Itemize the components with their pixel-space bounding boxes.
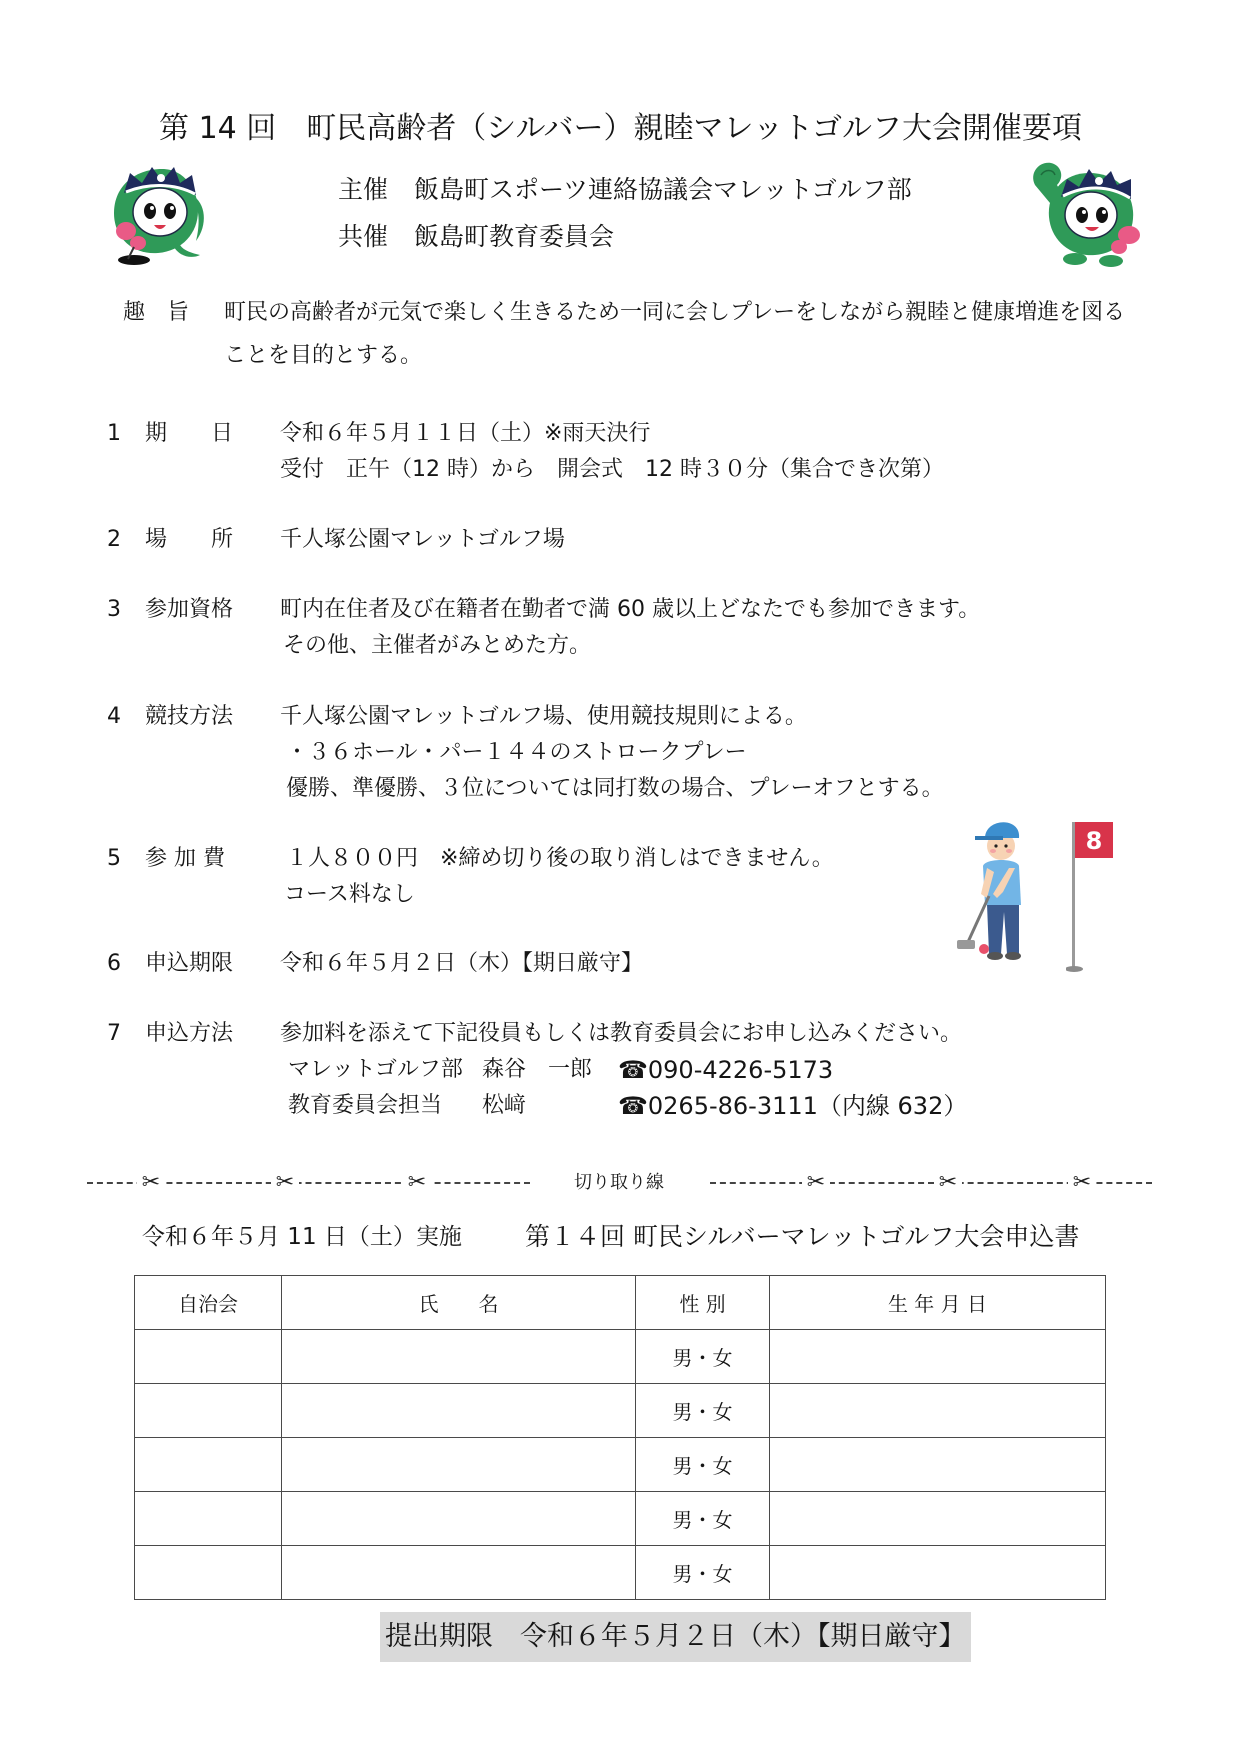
table-row xyxy=(135,1546,1106,1600)
item-label: 参 加 費 xyxy=(145,846,225,871)
item-text: 千人塚公園マレットゴルフ場、使用競技規則による。 xyxy=(280,704,807,729)
item-value xyxy=(280,699,944,807)
birthdate-cell xyxy=(770,1546,1106,1600)
gender-cell: 男・女 xyxy=(636,1384,770,1438)
item-label: 申込方法 xyxy=(145,1021,234,1046)
scissors-icon: ✂ xyxy=(1068,1169,1096,1197)
item-value xyxy=(280,946,643,982)
contact-group: マレットゴルフ部 xyxy=(288,1057,463,1082)
contact-row xyxy=(280,1088,1040,1124)
column-header-gender: 性 別 xyxy=(636,1276,770,1330)
item-label: 申込期限 xyxy=(145,951,234,976)
item-label: 参加資格 xyxy=(145,597,234,622)
table-row xyxy=(135,1492,1106,1546)
form-title: 第１４回 町民シルバーマレットゴルフ大会申込書 xyxy=(525,1222,1080,1251)
contact-phone: ☎090-4226-5173 xyxy=(618,1056,834,1084)
table-row xyxy=(135,1438,1106,1492)
contact-phone: ☎0265-86-3111（内線 632） xyxy=(618,1092,968,1120)
form-date: 令和６年５月 11 日（土）実施 xyxy=(142,1224,462,1250)
community-cell xyxy=(135,1330,282,1384)
entry-table xyxy=(134,1275,1106,1600)
scissors-icon: ✂ xyxy=(137,1169,165,1197)
community-cell xyxy=(135,1546,282,1600)
birthdate-cell xyxy=(770,1492,1106,1546)
flag-icon xyxy=(1066,820,1118,974)
gender-cell: 男・女 xyxy=(636,1492,770,1546)
contact-row xyxy=(280,1052,1040,1088)
cut-line-label: 切り取り線 xyxy=(560,1170,678,1196)
contact-group: 教育委員会担当 xyxy=(288,1093,443,1118)
golfer-icon xyxy=(953,808,1043,964)
item-number: 5 xyxy=(107,846,121,871)
flag-number: 8 xyxy=(1085,827,1103,855)
scissors-icon: ✂ xyxy=(271,1169,299,1197)
item-text: 千人塚公園マレットゴルフ場 xyxy=(280,527,565,552)
item-value xyxy=(280,1016,1040,1124)
name-cell xyxy=(282,1330,636,1384)
item-value xyxy=(280,522,565,558)
item-text: その他、主催者がみとめた方。 xyxy=(283,633,592,658)
cosponsor-label: 共催 xyxy=(338,222,389,251)
name-cell xyxy=(282,1546,636,1600)
scissors-icon: ✂ xyxy=(934,1169,962,1197)
community-cell xyxy=(135,1492,282,1546)
item-text: 令和６年５月１１日（土）※雨天決行 xyxy=(280,421,651,446)
item-number: 2 xyxy=(107,527,121,552)
scissors-icon: ✂ xyxy=(802,1169,830,1197)
organizer-label: 主催 xyxy=(338,175,389,204)
organizer-name: 飯島町スポーツ連絡協議会マレットゴルフ部 xyxy=(414,175,912,204)
mascot-right-icon xyxy=(1027,155,1147,269)
item-label: 期 日 xyxy=(145,421,234,446)
contact-name: 松﨑 xyxy=(482,1093,527,1118)
item-value xyxy=(280,841,834,913)
item-label: 場 所 xyxy=(145,527,234,552)
name-cell xyxy=(282,1438,636,1492)
community-cell xyxy=(135,1438,282,1492)
birthdate-cell xyxy=(770,1384,1106,1438)
contact-name: 森谷 一郎 xyxy=(482,1057,593,1082)
name-cell xyxy=(282,1492,636,1546)
table-row xyxy=(135,1330,1106,1384)
item-text: 優勝、準優勝、３位については同打数の場合、プレーオフとする。 xyxy=(286,776,944,801)
item-text: １人８００円 ※締め切り後の取り消しはできません。 xyxy=(286,846,834,871)
purpose-label: 趣 旨 xyxy=(123,300,190,325)
table-row xyxy=(135,1384,1106,1438)
item-text: ・３６ホール・パー１４４のストロークプレー xyxy=(286,740,747,765)
item-number: 6 xyxy=(107,951,121,976)
item-value xyxy=(280,416,944,488)
item-text: 町内在住者及び在籍者在勤者で満 60 歳以上どなたでも参加できます。 xyxy=(280,597,981,622)
item-text: 参加料を添えて下記役員もしくは教育委員会にお申し込みください。 xyxy=(280,1021,963,1046)
purpose-line: 町民の高齢者が元気で楽しく生きるため一同に会しプレーをしながら親睦と健康増進を図る xyxy=(224,300,1126,325)
submission-deadline: 提出期限 令和６年５月２日（木）【期日厳守】 xyxy=(380,1612,971,1662)
name-cell xyxy=(282,1384,636,1438)
page-title: 第 14 回 町民高齢者（シルバー）親睦マレットゴルフ大会開催要項 xyxy=(159,111,1082,146)
scissors-icon: ✂ xyxy=(403,1169,431,1197)
column-header-community: 自治会 xyxy=(135,1276,282,1330)
purpose-line: ことを目的とする。 xyxy=(224,343,423,368)
table-header-row xyxy=(135,1276,1106,1330)
community-cell xyxy=(135,1384,282,1438)
item-number: 3 xyxy=(107,597,121,622)
item-label: 競技方法 xyxy=(145,704,234,729)
purpose-text xyxy=(224,291,1125,377)
item-text: 令和６年５月２日（木）【期日厳守】 xyxy=(280,951,644,976)
column-header-name: 氏 名 xyxy=(282,1276,636,1330)
item-value xyxy=(280,592,980,664)
birthdate-cell xyxy=(770,1330,1106,1384)
birthdate-cell xyxy=(770,1438,1106,1492)
column-header-birthdate: 生 年 月 日 xyxy=(770,1276,1106,1330)
gender-cell: 男・女 xyxy=(636,1546,770,1600)
gender-cell: 男・女 xyxy=(636,1330,770,1384)
cosponsor-name: 飯島町教育委員会 xyxy=(414,222,615,251)
item-text: 受付 正午（12 時）から 開会式 12 時３０分（集合でき次第） xyxy=(280,457,944,482)
item-number: 1 xyxy=(107,421,121,446)
item-number: 4 xyxy=(107,704,121,729)
item-text: コース料なし xyxy=(284,882,415,907)
mascot-left-icon xyxy=(104,159,208,269)
item-number: 7 xyxy=(107,1021,121,1046)
gender-cell: 男・女 xyxy=(636,1438,770,1492)
